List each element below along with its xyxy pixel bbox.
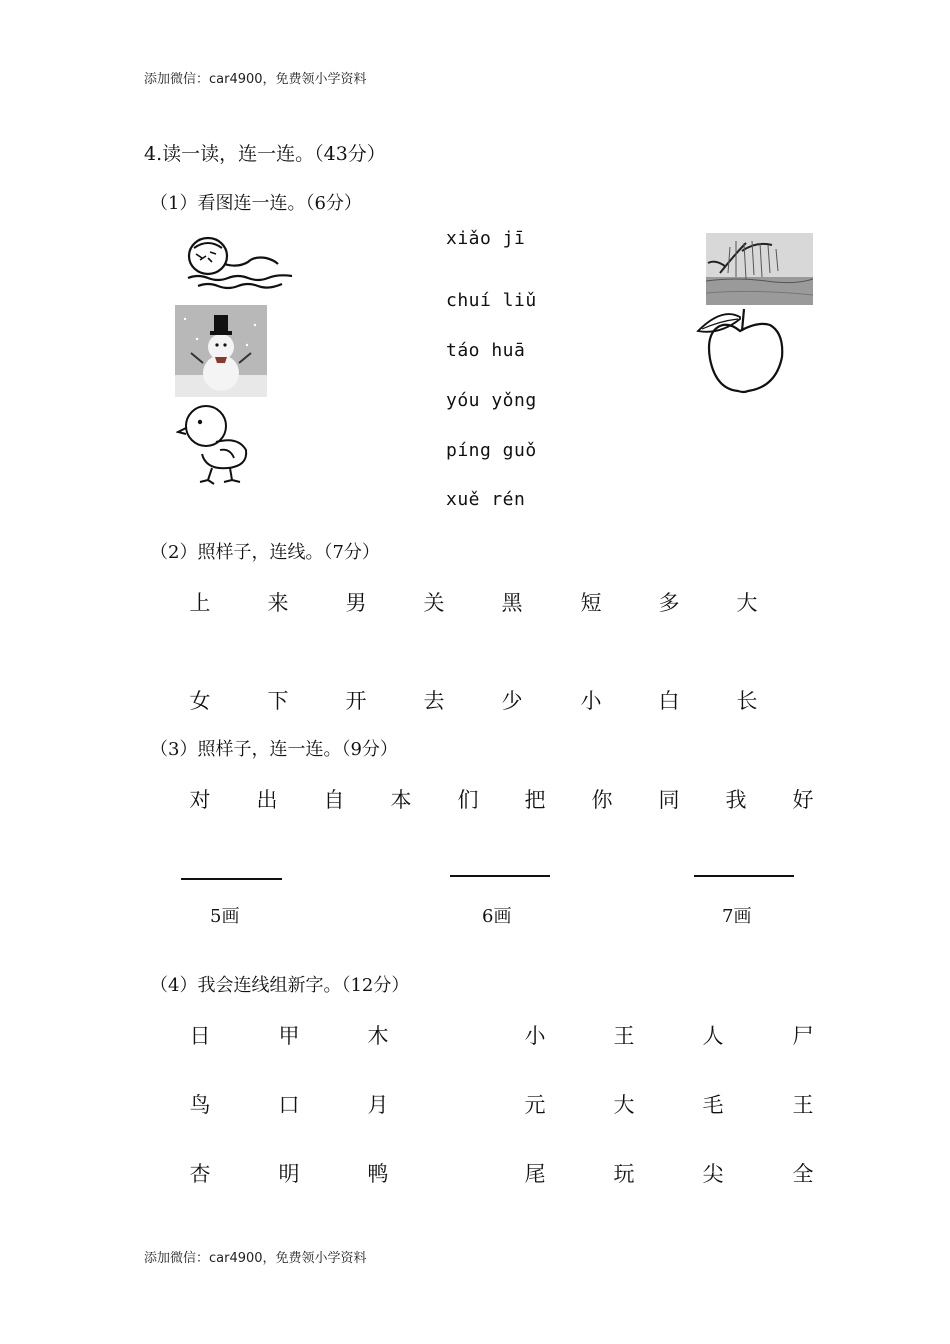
part4-right-char: 尾 xyxy=(524,1162,546,1186)
part2-top-char: 来 xyxy=(267,591,289,615)
snowman-image xyxy=(175,305,267,397)
willow-tree-image xyxy=(706,233,813,305)
part3-char: 我 xyxy=(725,788,747,812)
part3-char: 好 xyxy=(792,788,814,812)
part3-char: 你 xyxy=(591,788,613,812)
chick-image xyxy=(176,398,254,486)
part4-left-char: 口 xyxy=(278,1093,300,1117)
answer-line xyxy=(694,875,794,877)
part4-title: （4）我会连线组新字。（12分） xyxy=(150,975,410,996)
part1-title: （1）看图连一连。（6分） xyxy=(150,193,362,214)
part3-char: 把 xyxy=(524,788,546,812)
pinyin-item: táo huā xyxy=(446,340,526,361)
part4-right-char: 毛 xyxy=(702,1093,724,1117)
part2-bottom-char: 少 xyxy=(501,689,523,713)
part3-char: 们 xyxy=(457,788,479,812)
stroke-group-label: 5画 xyxy=(210,906,240,927)
part4-right-char: 大 xyxy=(613,1093,635,1117)
part3-char: 同 xyxy=(658,788,680,812)
part2-top-char: 短 xyxy=(580,591,602,615)
part2-top-char: 上 xyxy=(189,591,211,615)
swimming-person-image xyxy=(178,234,296,292)
part4-right-char: 小 xyxy=(524,1024,546,1048)
part3-char: 本 xyxy=(390,788,412,812)
part2-bottom-char: 长 xyxy=(736,689,758,713)
stroke-group-label: 6画 xyxy=(482,906,512,927)
part2-bottom-char: 下 xyxy=(267,689,289,713)
part4-left-char: 木 xyxy=(367,1024,389,1048)
part2-bottom-char: 小 xyxy=(580,689,602,713)
part2-top-char: 黑 xyxy=(501,591,523,615)
part4-left-char: 日 xyxy=(189,1024,211,1048)
part4-right-char: 尸 xyxy=(792,1024,814,1048)
pinyin-item: xiǎo jī xyxy=(446,228,526,249)
part3-char: 自 xyxy=(323,788,345,812)
part2-bottom-char: 女 xyxy=(189,689,211,713)
part4-right-char: 王 xyxy=(792,1093,814,1117)
page-footer: 添加微信：car4900，免费领小学资料 xyxy=(144,1251,367,1266)
part2-title: （2）照样子，连线。（7分） xyxy=(150,542,380,563)
part2-top-char: 多 xyxy=(658,591,680,615)
part4-right-char: 全 xyxy=(792,1162,814,1186)
question-title: 4.读一读，连一连。（43分） xyxy=(144,143,386,165)
pinyin-item: píng guǒ xyxy=(446,440,537,461)
stroke-group-label: 7画 xyxy=(722,906,752,927)
part4-left-char: 杏 xyxy=(189,1162,211,1186)
part4-left-char: 甲 xyxy=(278,1024,300,1048)
part4-right-char: 玩 xyxy=(613,1162,635,1186)
part4-right-char: 王 xyxy=(613,1024,635,1048)
answer-line xyxy=(181,878,282,880)
part4-right-char: 尖 xyxy=(702,1162,724,1186)
part4-right-char: 元 xyxy=(524,1093,546,1117)
part2-top-char: 关 xyxy=(423,591,445,615)
pinyin-item: xuě rén xyxy=(446,489,526,510)
part3-title: （3）照样子，连一连。（9分） xyxy=(150,739,398,760)
answer-line xyxy=(450,875,550,877)
apple-image xyxy=(692,305,788,397)
part4-left-char: 月 xyxy=(367,1093,389,1117)
pinyin-item: chuí liǔ xyxy=(446,290,537,311)
part2-bottom-char: 白 xyxy=(658,689,680,713)
part4-right-char: 人 xyxy=(702,1024,724,1048)
part3-char: 出 xyxy=(256,788,278,812)
part2-top-char: 男 xyxy=(345,591,367,615)
part2-bottom-char: 去 xyxy=(423,689,445,713)
part4-left-char: 明 xyxy=(278,1162,300,1186)
part3-char: 对 xyxy=(189,788,211,812)
part2-bottom-char: 开 xyxy=(345,689,367,713)
page-header: 添加微信：car4900，免费领小学资料 xyxy=(144,72,367,87)
part4-left-char: 鸟 xyxy=(189,1093,211,1117)
part2-top-char: 大 xyxy=(736,591,758,615)
pinyin-item: yóu yǒng xyxy=(446,390,537,411)
part4-left-char: 鸭 xyxy=(367,1162,389,1186)
